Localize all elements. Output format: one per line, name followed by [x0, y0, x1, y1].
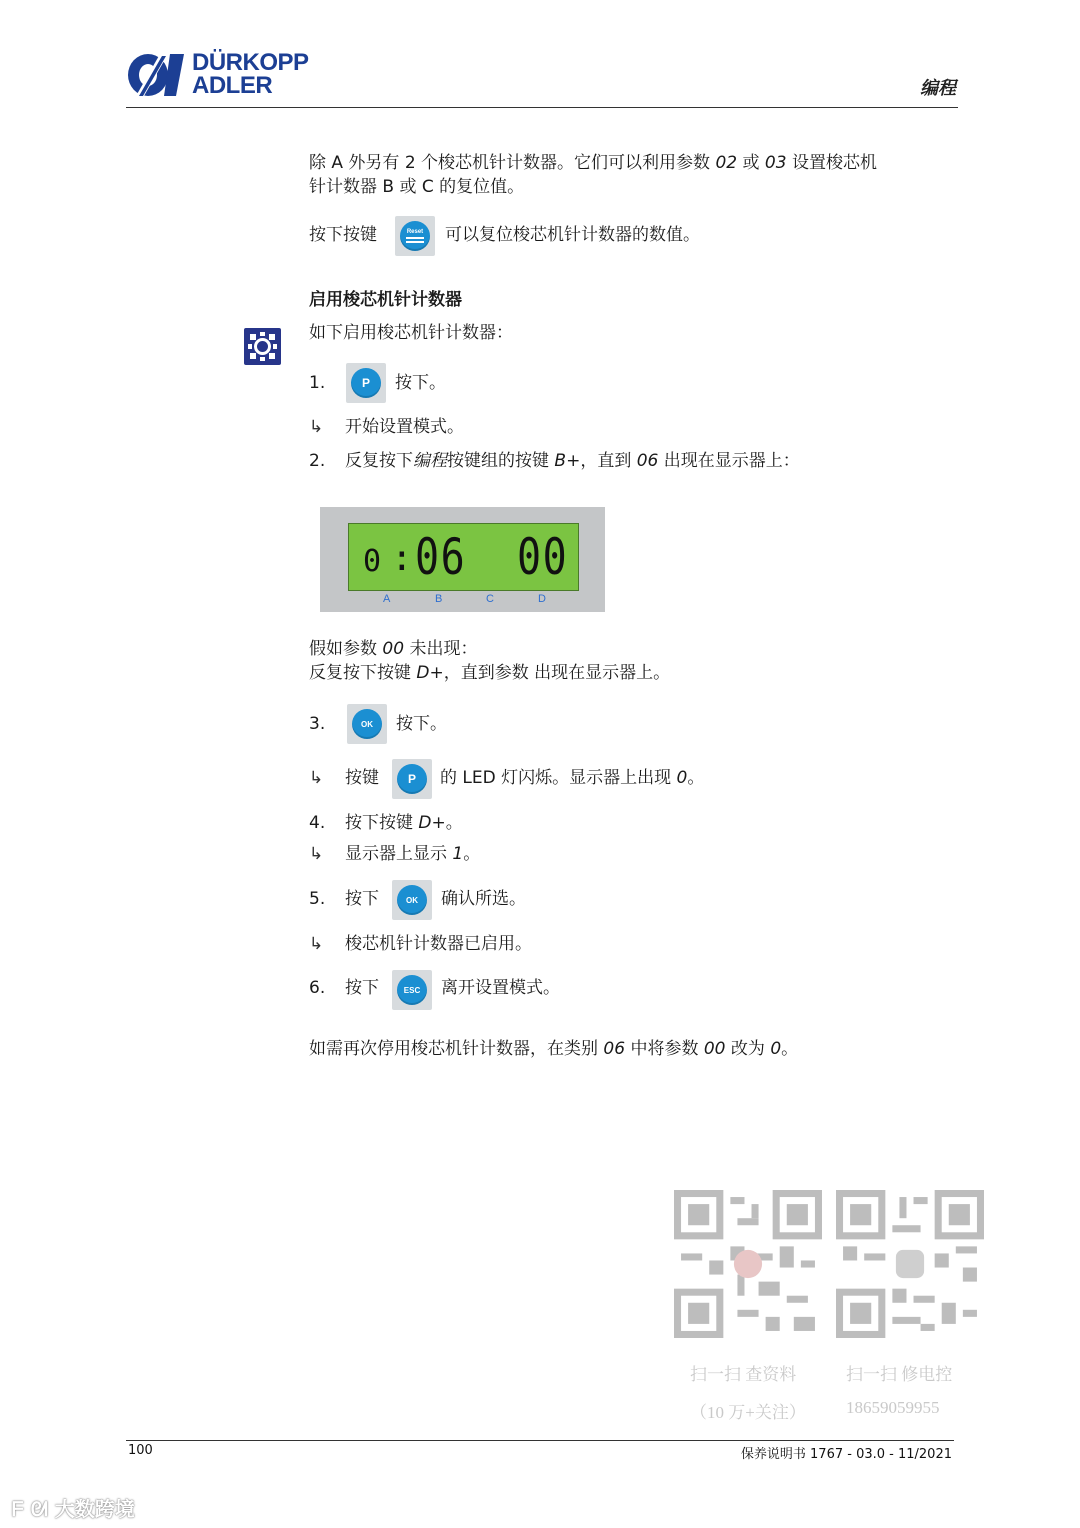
intro-param-02: 02 — [715, 153, 738, 173]
lcd-label-d: D — [538, 593, 546, 605]
footer-divider — [126, 1440, 954, 1441]
document-reference: 保养说明书 1767 - 03.0 - 11/2021 — [740, 1447, 952, 1462]
result-arrow-icon: ↳ — [309, 934, 324, 954]
result-3-pre: 按键 — [345, 768, 379, 788]
lcd-label-a: A — [383, 593, 391, 605]
reset-key-label: Reset — [406, 229, 424, 235]
intro-line-1 — [309, 151, 877, 175]
header-divider — [126, 107, 958, 108]
result-4-text — [345, 842, 480, 866]
note-line-2 — [309, 661, 670, 685]
esc-key-button — [392, 970, 432, 1010]
qr-code-right — [836, 1190, 984, 1338]
result-5-text: 梭芯机针计数器已启用。 — [345, 934, 532, 954]
step-2-emphasis: 编程 — [413, 451, 447, 471]
step-5-pre: 按下 — [345, 889, 379, 909]
result-3-post: 的 LED 灯闪烁。显示器上出现 — [440, 768, 677, 788]
result-4-pre: 显示器上显示 — [345, 844, 453, 864]
final-category: 06 — [603, 1039, 626, 1059]
qr-caption-right-1: 扫一扫 修电控 — [846, 1365, 953, 1384]
watermark-text: 大数跨境 — [54, 1497, 135, 1521]
lead-text: 如下启用梭芯机针计数器： — [309, 323, 513, 343]
brand-line-2: ADLER — [192, 72, 273, 99]
step-3-number: 3. — [309, 714, 326, 734]
qr-caption-left-2: （10 万+关注） — [690, 1403, 806, 1422]
result-3-text — [440, 766, 704, 790]
step-2-mid2: ，直到 — [580, 451, 637, 471]
step-1-number: 1. — [309, 373, 326, 393]
reset-text-post: 可以复位梭芯机针计数器的数值。 — [445, 225, 700, 245]
gear-icon — [244, 328, 281, 365]
page-number: 100 — [128, 1443, 153, 1458]
lcd-group-2: 00 — [517, 528, 569, 586]
note-2-post: ，直到参数 出现在显示器上。 — [443, 663, 671, 683]
watermark-logo-icon: ᖴ ᘛ — [12, 1497, 55, 1521]
step-2-number: 2. — [309, 451, 326, 471]
lcd-group-1: 06 — [415, 528, 467, 586]
lcd-colon: : — [391, 538, 413, 579]
ok-key-icon: OK — [397, 885, 427, 915]
final-text — [309, 1037, 798, 1061]
p-key-icon: P — [351, 368, 381, 398]
final-end: 。 — [781, 1039, 799, 1059]
step-2-mid: 按键组的按键 — [447, 451, 555, 471]
step-2-value: 06 — [636, 451, 659, 471]
final-c: 改为 — [725, 1039, 771, 1059]
final-a: 如需再次停用梭芯机针计数器，在类别 — [309, 1039, 604, 1059]
result-arrow-icon: ↳ — [309, 768, 324, 788]
qr-caption-left-1: 扫一扫 查资料 — [690, 1365, 797, 1384]
step-2-key: B+ — [554, 451, 581, 471]
result-3-value: 0 — [676, 768, 688, 788]
qr-code-left — [674, 1190, 822, 1338]
logo-mark-icon — [126, 52, 188, 98]
step-5-number: 5. — [309, 889, 326, 909]
step-3-text: 按下。 — [396, 714, 447, 734]
note-key: D+ — [416, 663, 444, 683]
step-4-number: 4. — [309, 813, 326, 833]
step-6-number: 6. — [309, 978, 326, 998]
result-arrow-icon: ↳ — [309, 844, 324, 864]
result-3-end: 。 — [687, 768, 705, 788]
note-1-post: 未出现： — [404, 639, 478, 659]
p-key-button — [392, 759, 432, 799]
section-heading: 启用梭芯机针计数器 — [309, 290, 462, 310]
step-5-post: 确认所选。 — [441, 889, 526, 909]
ok-key-button — [392, 880, 432, 920]
lcd-screen — [348, 523, 579, 591]
ok-key-icon: OK — [352, 709, 382, 739]
intro-or: 或 — [737, 153, 765, 173]
final-param: 00 — [703, 1039, 726, 1059]
final-b: 中将参数 — [625, 1039, 704, 1059]
lcd-label-c: C — [486, 593, 494, 605]
qr-caption-right-2: 18659059955 — [846, 1398, 940, 1417]
result-4-value: 1 — [452, 844, 464, 864]
step-2-pre: 反复按下 — [345, 451, 413, 471]
lcd-left-char: 0 — [363, 544, 382, 579]
esc-key-icon: ESC — [397, 975, 427, 1005]
note-param: 00 — [382, 639, 405, 659]
ok-key-button — [347, 704, 387, 744]
note-2-pre: 反复按下按键 — [309, 663, 417, 683]
note-line-1 — [309, 637, 477, 661]
section-title: 编程 — [920, 78, 956, 99]
p-key-button — [346, 363, 386, 403]
brand-line-1: DÜRKOPP — [192, 49, 309, 76]
note-1-pre: 假如参数 — [309, 639, 383, 659]
step-4-end: 。 — [445, 813, 463, 833]
reset-key-button — [395, 216, 435, 256]
p-key-icon: P — [397, 764, 427, 794]
lcd-label-b: B — [435, 593, 443, 605]
final-value: 0 — [770, 1039, 782, 1059]
step-6-post: 离开设置模式。 — [441, 978, 560, 998]
step-2-post: 出现在显示器上： — [658, 451, 800, 471]
reset-text-pre: 按下按键 — [309, 225, 377, 245]
step-1-text: 按下。 — [395, 373, 446, 393]
intro-text-b: 设置梭芯机 — [786, 153, 877, 173]
step-6-pre: 按下 — [345, 978, 379, 998]
reset-icon — [400, 221, 430, 251]
durkopp-adler-logo — [126, 50, 326, 100]
step-4-text — [345, 811, 463, 835]
intro-param-03: 03 — [764, 153, 787, 173]
result-4-end: 。 — [463, 844, 481, 864]
step-2-text — [345, 449, 800, 473]
result-arrow-icon: ↳ — [309, 417, 324, 437]
intro-line-2: 针计数器 B 或 C 的复位值。 — [309, 177, 525, 197]
step-4-pre: 按下按键 — [345, 813, 419, 833]
result-1-text: 开始设置模式。 — [345, 417, 464, 437]
source-watermark — [12, 1493, 135, 1522]
intro-text-a: 除 A 外另有 2 个梭芯机针计数器。它们可以利用参数 — [309, 153, 716, 173]
step-4-key: D+ — [418, 813, 446, 833]
settings-instruction-icon — [244, 328, 281, 365]
